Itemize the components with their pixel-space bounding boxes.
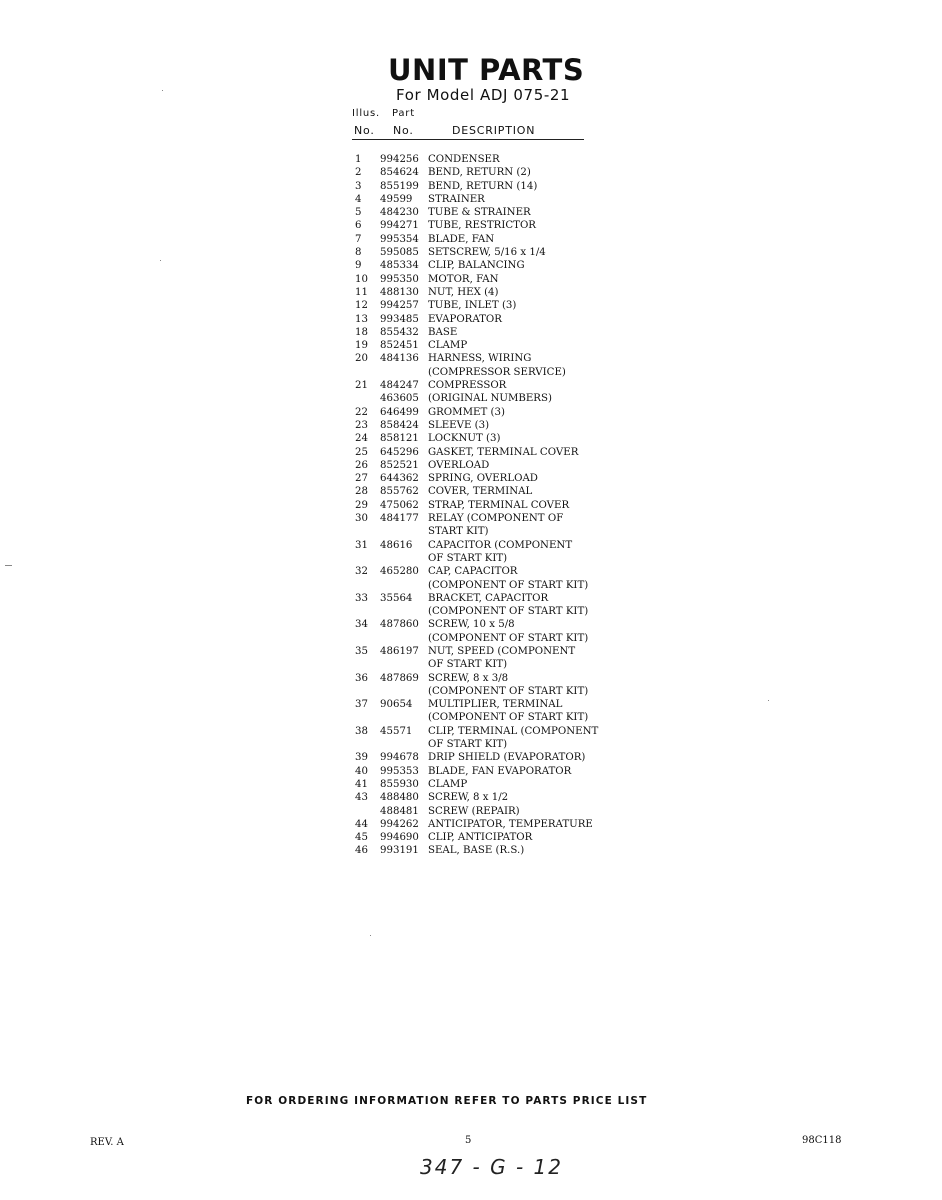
- illus-number: 25: [355, 446, 368, 458]
- part-number: 49599: [380, 193, 413, 205]
- illus-number: 43: [355, 792, 368, 804]
- model-subtitle: For Model ADJ 075-21: [396, 86, 571, 104]
- part-description: BEND, RETURN (14): [428, 180, 538, 192]
- part-number: 595085: [380, 247, 419, 259]
- parts-row: [355, 658, 615, 671]
- part-number: 45571: [380, 725, 413, 737]
- part-description: START KIT): [428, 526, 489, 538]
- parts-row: [355, 219, 615, 232]
- part-number: 855199: [380, 180, 419, 192]
- illus-number: 18: [355, 326, 368, 338]
- part-description: BLADE, FAN: [428, 233, 495, 245]
- parts-row: [355, 206, 615, 219]
- part-description: OF START KIT): [428, 659, 508, 671]
- part-description: CONDENSER: [428, 154, 500, 165]
- col-illus-header-top: Illus.: [352, 108, 381, 119]
- illus-number: 27: [355, 473, 368, 485]
- part-number: 854624: [380, 167, 419, 179]
- parts-row: [355, 166, 615, 179]
- parts-row: [355, 379, 615, 392]
- part-number: 995353: [380, 765, 419, 777]
- part-description: SCREW, 8 x 1/2: [428, 792, 509, 804]
- illus-number: 7: [355, 233, 362, 245]
- part-description: BRACKET, CAPACITOR: [428, 592, 549, 604]
- parts-list: [355, 153, 615, 858]
- illus-number: 30: [355, 513, 368, 525]
- part-description: ANTICIPATOR, TEMPERATURE: [428, 818, 593, 830]
- part-number: 858121: [380, 433, 419, 445]
- part-description: HARNESS, WIRING: [428, 353, 532, 365]
- parts-row: [355, 485, 615, 498]
- part-number: 855762: [380, 486, 419, 498]
- part-description: CLAMP: [428, 778, 468, 790]
- part-description: (ORIGINAL NUMBERS): [428, 393, 552, 405]
- part-description: SCREW (REPAIR): [428, 805, 520, 817]
- part-number: 484177: [380, 513, 419, 525]
- illus-number: 22: [355, 406, 368, 418]
- parts-row: [355, 419, 615, 432]
- scan-speck: [768, 700, 769, 701]
- part-description: DRIP SHIELD (EVAPORATOR): [428, 752, 586, 764]
- part-description: NUT, SPEED (COMPONENT: [428, 645, 576, 657]
- header-rule: [352, 139, 584, 140]
- part-number: 994271: [380, 220, 419, 232]
- parts-row: [355, 499, 615, 512]
- part-number: 488130: [380, 286, 419, 298]
- parts-row: [355, 273, 615, 286]
- parts-row: [355, 565, 615, 578]
- part-number: 855930: [380, 778, 419, 790]
- part-description: CLIP, ANTICIPATOR: [428, 832, 533, 844]
- parts-row: [355, 525, 615, 538]
- illus-number: 8: [355, 247, 362, 259]
- parts-row: [355, 592, 615, 605]
- part-number: 463605: [380, 393, 419, 405]
- illus-number: 29: [355, 499, 368, 511]
- part-number: 487860: [380, 619, 419, 631]
- part-number: 475062: [380, 499, 419, 511]
- part-description: OF START KIT): [428, 552, 508, 564]
- part-description: SEAL, BASE (R.S.): [428, 845, 525, 857]
- parts-row: [355, 193, 615, 206]
- part-number: 484247: [380, 380, 419, 392]
- part-description: CLIP, BALANCING: [428, 260, 525, 272]
- part-description: EVAPORATOR: [428, 313, 502, 325]
- part-number: 644362: [380, 473, 419, 485]
- parts-row: [355, 392, 615, 405]
- parts-row: [355, 472, 615, 485]
- part-number: 488481: [380, 805, 419, 817]
- illus-number: 24: [355, 433, 368, 445]
- part-description: SPRING, OVERLOAD: [428, 473, 538, 485]
- parts-row: [355, 432, 615, 445]
- illus-number: 12: [355, 300, 368, 312]
- parts-row: [355, 512, 615, 525]
- handwritten-note: 347 - G - 12: [420, 1155, 563, 1179]
- parts-row: [355, 539, 615, 552]
- part-number: 852521: [380, 459, 419, 471]
- part-description: CAP, CAPACITOR: [428, 566, 518, 578]
- part-number: 855432: [380, 326, 419, 338]
- part-description: MULTIPLIER, TERMINAL: [428, 699, 563, 711]
- part-number: 646499: [380, 406, 419, 418]
- page-number: 5: [465, 1135, 472, 1146]
- part-number: 48616: [380, 539, 413, 551]
- parts-row: [355, 698, 615, 711]
- illus-number: 11: [355, 286, 368, 298]
- illus-number: 37: [355, 699, 368, 711]
- col-part-header-top: Part: [392, 108, 415, 119]
- part-description: SCREW, 8 x 3/8: [428, 672, 509, 684]
- parts-row: [355, 765, 615, 778]
- parts-row: [355, 645, 615, 658]
- part-description: (COMPONENT OF START KIT): [428, 685, 589, 697]
- part-description: CLAMP: [428, 340, 468, 352]
- part-description: BEND, RETURN (2): [428, 167, 531, 179]
- parts-row: [355, 552, 615, 565]
- illus-number: 23: [355, 419, 368, 431]
- part-description: CLIP, TERMINAL (COMPONENT: [428, 725, 599, 737]
- part-number: 645296: [380, 446, 419, 458]
- part-number: 995350: [380, 273, 419, 285]
- part-description: SLEEVE (3): [428, 419, 490, 431]
- part-number: 852451: [380, 340, 419, 352]
- col-description-header: DESCRIPTION: [452, 124, 536, 137]
- part-number: 994256: [380, 154, 419, 165]
- illus-number: 41: [355, 778, 368, 790]
- col-illus-header: No.: [354, 124, 375, 137]
- parts-row: [355, 818, 615, 831]
- part-number: 994678: [380, 752, 419, 764]
- illus-number: 19: [355, 340, 368, 352]
- illus-number: 9: [355, 260, 362, 272]
- illus-number: 26: [355, 459, 368, 471]
- part-description: BASE: [428, 326, 458, 338]
- illus-number: 45: [355, 832, 368, 844]
- parts-row: [355, 711, 615, 724]
- parts-row: [355, 259, 615, 272]
- scan-speck: [162, 90, 163, 91]
- part-description: LOCKNUT (3): [428, 433, 501, 445]
- illus-number: 1: [355, 154, 362, 165]
- parts-row: [355, 352, 615, 365]
- part-description: TUBE, INLET (3): [428, 300, 517, 312]
- parts-row: [355, 805, 615, 818]
- illus-number: 35: [355, 645, 368, 657]
- page-title: UNIT PARTS: [388, 53, 585, 87]
- part-number: 993191: [380, 845, 419, 857]
- revision-label: REV. A: [90, 1137, 124, 1148]
- illus-number: 34: [355, 619, 368, 631]
- parts-row: [355, 844, 615, 857]
- illus-number: 33: [355, 592, 368, 604]
- parts-row: [355, 180, 615, 193]
- illus-number: 31: [355, 539, 368, 551]
- parts-row: [355, 286, 615, 299]
- part-description: GASKET, TERMINAL COVER: [428, 446, 579, 458]
- parts-row: [355, 366, 615, 379]
- parts-row: [355, 579, 615, 592]
- parts-row: [355, 791, 615, 804]
- illus-number: 39: [355, 752, 368, 764]
- part-description: SCREW, 10 x 5/8: [428, 619, 515, 631]
- parts-row: [355, 153, 615, 166]
- illus-number: 21: [355, 380, 368, 392]
- illus-number: 2: [355, 167, 362, 179]
- illus-number: 4: [355, 193, 362, 205]
- part-description: TUBE, RESTRICTOR: [428, 220, 536, 232]
- part-number: 858424: [380, 419, 419, 431]
- part-number: 35564: [380, 592, 413, 604]
- part-number: 487869: [380, 672, 419, 684]
- parts-row: [355, 313, 615, 326]
- part-description: NUT, HEX (4): [428, 286, 499, 298]
- part-description: CAPACITOR (COMPONENT: [428, 539, 573, 551]
- part-description: (COMPONENT OF START KIT): [428, 712, 589, 724]
- illus-number: 13: [355, 313, 368, 325]
- parts-row: [355, 685, 615, 698]
- illus-number: 3: [355, 180, 362, 192]
- parts-row: [355, 339, 615, 352]
- parts-row: [355, 326, 615, 339]
- parts-row: [355, 299, 615, 312]
- parts-row: [355, 831, 615, 844]
- document-code: 98C118: [802, 1135, 842, 1146]
- part-description: GROMMET (3): [428, 406, 505, 418]
- part-description: SETSCREW, 5/16 x 1/4: [428, 247, 546, 259]
- part-description: COMPRESSOR: [428, 380, 507, 392]
- parts-row: [355, 632, 615, 645]
- part-description: (COMPRESSOR SERVICE): [428, 366, 566, 378]
- part-description: (COMPONENT OF START KIT): [428, 579, 589, 591]
- illus-number: 28: [355, 486, 368, 498]
- illus-number: 36: [355, 672, 368, 684]
- part-number: 484230: [380, 207, 419, 219]
- scan-mark: [5, 565, 12, 566]
- part-description: (COMPONENT OF START KIT): [428, 606, 589, 618]
- illus-number: 5: [355, 207, 362, 219]
- parts-row: [355, 751, 615, 764]
- parts-row: [355, 446, 615, 459]
- parts-row: [355, 738, 615, 751]
- part-number: 465280: [380, 566, 419, 578]
- part-number: 90654: [380, 699, 413, 711]
- part-number: 994257: [380, 300, 419, 312]
- part-number: 488480: [380, 792, 419, 804]
- parts-row: [355, 618, 615, 631]
- part-description: RELAY (COMPONENT OF: [428, 513, 564, 525]
- part-number: 485334: [380, 260, 419, 272]
- part-description: STRAINER: [428, 193, 485, 205]
- illus-number: 40: [355, 765, 368, 777]
- illus-number: 32: [355, 566, 368, 578]
- part-number: 484136: [380, 353, 419, 365]
- parts-row: [355, 233, 615, 246]
- parts-row: [355, 406, 615, 419]
- part-description: (COMPONENT OF START KIT): [428, 632, 589, 644]
- illus-number: 20: [355, 353, 368, 365]
- part-description: MOTOR, FAN: [428, 273, 499, 285]
- part-description: TUBE & STRAINER: [428, 207, 531, 219]
- parts-row: [355, 725, 615, 738]
- part-description: BLADE, FAN EVAPORATOR: [428, 765, 572, 777]
- part-number: 995354: [380, 233, 419, 245]
- part-description: OVERLOAD: [428, 459, 490, 471]
- parts-row: [355, 778, 615, 791]
- ordering-note: FOR ORDERING INFORMATION REFER TO PARTS PRICE LIST: [246, 1095, 648, 1107]
- part-number: 994690: [380, 832, 419, 844]
- col-part-header: No.: [393, 124, 414, 137]
- part-description: STRAP, TERMINAL COVER: [428, 499, 570, 511]
- parts-row: [355, 672, 615, 685]
- illus-number: 44: [355, 818, 368, 830]
- parts-row: [355, 246, 615, 259]
- illus-number: 46: [355, 845, 368, 857]
- illus-number: 6: [355, 220, 362, 232]
- scan-speck: [160, 260, 161, 261]
- part-number: 486197: [380, 645, 419, 657]
- part-description: OF START KIT): [428, 739, 508, 751]
- scan-speck: [370, 935, 371, 936]
- parts-row: [355, 459, 615, 472]
- part-description: COVER, TERMINAL: [428, 486, 533, 498]
- illus-number: 10: [355, 273, 368, 285]
- parts-row: [355, 605, 615, 618]
- part-number: 993485: [380, 313, 419, 325]
- part-number: 994262: [380, 818, 419, 830]
- illus-number: 38: [355, 725, 368, 737]
